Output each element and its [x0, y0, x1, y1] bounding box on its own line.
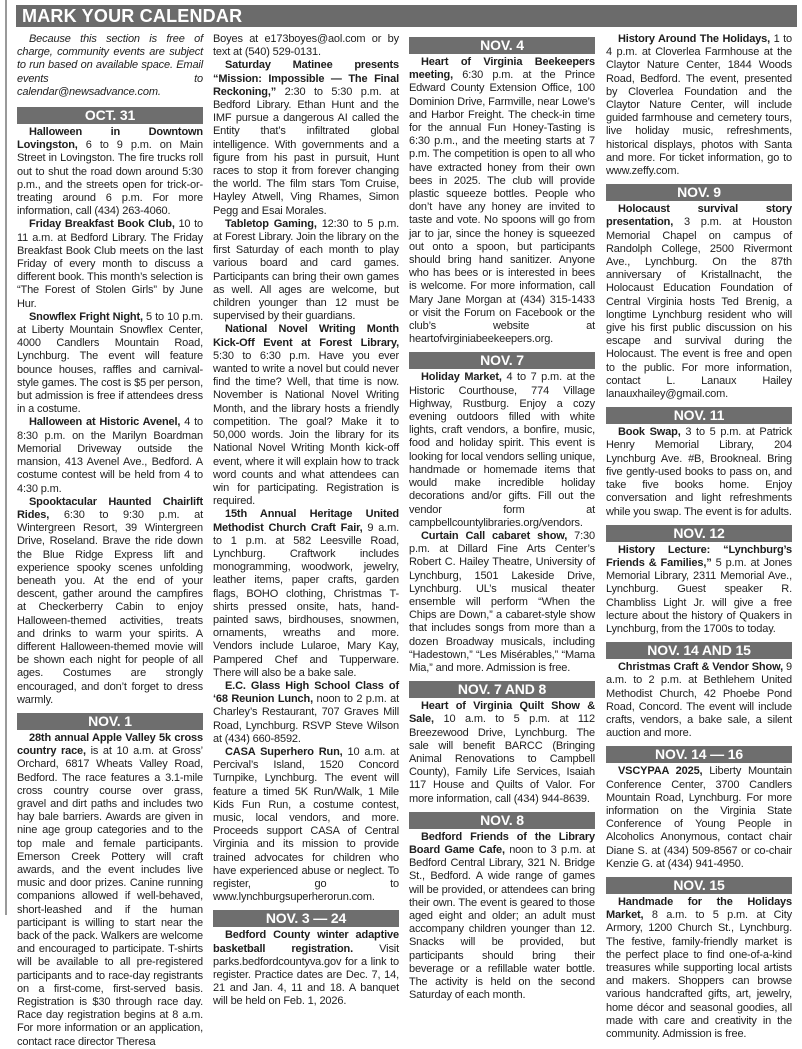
event-details: noon to 2 p.m. at Charley’s Restaurant, 707 Graves Mill Road, Lynchburg. RSVP Steve Wilson at (434) 660-8592.	[213, 693, 400, 745]
event-details: noon to 3 p.m. at Bedford Central Library, 321 N. Bridge St., Bedford. A wide range of games will be provided, or attendees can bring their own. The event is geared to those aged eight and older; an adult must accompany children younger than 12. Snacks will be provided, but participants should bring their beverage or a refillable water bottle. The activity is held on the second Saturday of each month.	[409, 843, 595, 1002]
event-listing	[606, 426, 792, 518]
event-details: 7:30 p.m. at Dillard Fine Arts Center’s Robert C. Hailey Theatre, University of Lynchburg, 1501 Lakeside Drive, Lynchburg. UL’s musical theater ensemble will perform “When the Chips are Down,” a cabaret-style show that includes songs from more than a dozen Broadway musicals, including “Hadestown,” “Les Misérables,” “Mama Mia,” and more. Admission is free.	[409, 529, 595, 674]
event-listing	[213, 680, 399, 746]
event-continuation	[213, 33, 399, 59]
left-column-rule	[5, 0, 7, 915]
event-title: Book Swap,	[618, 426, 681, 439]
date-header: NOV. 7	[409, 352, 595, 369]
event-details: 2:30 to 5:30 p.m. at Bedford Library. Ethan Hunt and the IMF pursue a dangerous AI called the Entity that’s infiltrated global intelligence. With governments and a figure from his past in pursuit, Hunt races to stop it from forever changing the world. The film stars Tom Cruise, Hayley Atwell, Ving Rhames, Simon Pegg and Esai Morales.	[213, 85, 399, 217]
event-title: Spooktacular Haunted Chairlift Rides,	[17, 495, 203, 521]
column-4	[606, 33, 792, 1041]
event-title: Holiday Market,	[421, 371, 502, 384]
date-header: NOV. 4	[409, 37, 595, 54]
date-header: NOV. 12	[606, 525, 792, 542]
event-listing	[213, 508, 399, 680]
event-listing	[213, 323, 399, 508]
event-title: Holocaust survival story presentation,	[606, 203, 792, 229]
event-listing	[606, 33, 792, 178]
event-details: 3 p.m. at Houston Memorial Chapel on campus of Randolph College, 2500 Rivermont Ave., Lynchburg. On the 87th anniversary of Kristallnacht, the Holocaust Education Foundation of Central Virginia hosts Ted Brenig, a longtime Lynchburg resident who will give his first public discussion on his escape and survival during the Holocaust. The event is free and open to the public. For more information, contact L. Lanaux Hailey lanauxhailey@gmail.com.	[606, 216, 792, 401]
date-header: NOV. 11	[606, 407, 792, 424]
date-header: NOV. 14 AND 15	[606, 642, 792, 659]
event-listing	[409, 700, 595, 806]
event-title: Bedford County winter adaptive basketball registration.	[213, 929, 399, 955]
event-details: 10 to 11 a.m. at Bedford Library. The Friday Breakfast Book Club meets on the last Friday of every month to discuss a different book. This month’s selection is “The Forest of Stolen Girls” by June Hur.	[17, 218, 203, 310]
event-title: Bedford Friends of the Library Board Game Cafe,	[409, 830, 595, 856]
event-listing	[409, 831, 595, 1003]
event-listing	[17, 732, 203, 1049]
masthead-title: MARK YOUR CALENDAR	[22, 6, 243, 26]
event-listing	[213, 59, 399, 217]
event-listing	[606, 661, 792, 740]
event-listing	[17, 126, 203, 218]
event-details: 5 to 10 p.m. at Liberty Mountain Snowflex Center, 4000 Candlers Mountain Road, Lynchburg. The event will feature bounce houses, raffles and carnival-style games. The cost is $5 per person, but admission is free if attendees dress in a costume.	[17, 310, 203, 416]
event-details: 6:30 to 9:30 p.m. at Wintergreen Resort, 39 Wintergreen Drive, Roseland. Brave the ride down the Blue Ridge Express lift and experience spooky scenes unfolding beneath you. At the end of your descent, gather around the campfires at Checkerberry Cabin to enjoy Halloween-themed activities, treats and drinks to warm your spirits. A different Halloween-themed movie will be shown each night for people of all ages. Costumes are strongly encouraged, and don’t forget to dress warmly.	[17, 508, 203, 706]
event-listing	[606, 203, 792, 401]
event-title: Friday Breakfast Book Club,	[29, 218, 175, 231]
event-details: 10 a.m. at Percival’s Island, 1520 Concord Turnpike, Lynchburg. The event will feature a timed 5K Run/Walk, 1 Mile Kids Fun Run, a costume contest, music, local vendors, and more. Proceeds support CASA of Central Virginia and its mission to provide trained advocates for children who have experienced abuse or neglect. To register, go to www.lynchburgsuperherorun.com.	[213, 745, 399, 904]
event-details: 1 to 4 p.m. at Cloverlea Farmhouse at the Claytor Nature Center, 1844 Woods Road, Bedford. The event, presented by Cloverlea Foundation and the Claytor Nature Center, will include guided farmhouse and cemetery tours, live holiday music, refreshments, historical displays, photos with Santa and more. For ticket information, go to www.zeffy.com.	[606, 33, 792, 178]
event-details: 12:30 to 5 p.m. at Forest Library. Join the library on the first Saturday of each month to play various board and card games. Participants can bring their own games as well. All ages are welcome, but children younger than 12 must be supervised by their guardians.	[213, 217, 399, 323]
event-title: Christmas Craft & Vendor Show,	[618, 661, 783, 674]
event-title: VSCYPAA 2025,	[618, 765, 703, 778]
event-details: 9 a.m. to 1 p.m. at 582 Leesville Road, Lynchburg. Craftwork includes monogramming, woodwork, jewelry, leather items, paper crafts, garden flags, BOHO clothing, Christmas T-shirts pressed onsite, hats, hand-painted saws, birdhouses, snowmen, ornaments, wreaths and more. Vendors include Lularoe, Mary Kay, Pampered Chef and Tupperware. There will also be a bake sale.	[213, 521, 399, 679]
event-title: Heart of Virginia Beekeepers meeting,	[409, 56, 595, 82]
event-title: Saturday Matinee presents “Mission: Impossible — The Final Reckoning,”	[213, 59, 399, 98]
date-header: NOV. 1	[17, 713, 203, 730]
date-header: OCT. 31	[17, 107, 203, 124]
event-title: Halloween at Historic Avenel,	[29, 416, 181, 429]
event-title: E.C. Glass High School Class of ‘68 Reunion Lunch,	[213, 679, 399, 706]
date-header: NOV. 3 — 24	[213, 910, 399, 927]
event-listing	[409, 530, 595, 675]
event-listing	[213, 746, 399, 904]
event-title: National Novel Writing Month Kick-Off Event at Forest Library,	[213, 323, 399, 349]
event-details: is at 10 a.m. at Gross’ Orchard, 6817 Wheats Valley Road, Bedford. The race features a 3.1-mile cross country course over grass, gravel and dirt paths and includes two hay bale barriers. Awards are given in nine age group categories and to the top male and female participants. Emerson Creek Pottery will craft awards, and the event includes live music and door prizes. Canine running companions allowed if well-behaved, short-leashed and if the human participant is willing to start near the back of the pack. Walkers are welcome and encouraged to participate. T-shirts will be available to all pre-registered participants and to race-day registrants on a first-come, first-served basis. Registration is $30 through race day. Race day registration begins at 8 a.m. For more information or an application, contact race director Theresa	[17, 745, 203, 1048]
event-details: 4 to 8:30 p.m. on the Marilyn Boardman Memorial Driveway outside the mansion, 413 Avenel Ave., Bedford. A costume contest will be held from 4 to 4:30 p.m.	[17, 416, 203, 495]
date-header: NOV. 7 AND 8	[409, 681, 595, 698]
event-listing	[17, 496, 203, 707]
event-listing	[213, 929, 399, 1008]
event-listing	[17, 416, 203, 495]
intro-note: Because this section is free of charge, community events are subject to run based on available space. Email events to calendar@newsadvance.com.	[17, 33, 203, 98]
event-title: Handmade for the Holidays Market,	[606, 895, 792, 922]
column-1	[17, 33, 203, 1049]
event-title: Heart of Virginia Quilt Show & Sale,	[409, 700, 595, 726]
date-header: NOV. 15	[606, 877, 792, 894]
event-details: 5:30 to 6:30 p.m. Have you ever wanted to write a novel but could never find the time? Well, that time is now. November is National Novel Writing Month, and the library hosts a friendly competition. The goal? Make it to 50,000 words. Join the library for its National Novel Writing Month kick-off event, where it will explain how to track word counts and what attendees can win for participating. Registration is required.	[213, 349, 399, 508]
event-listing	[17, 218, 203, 310]
date-header: NOV. 8	[409, 812, 595, 829]
date-header: NOV. 14 — 16	[606, 746, 792, 763]
event-title: 15th Annual Heritage United Methodist Church Craft Fair,	[213, 508, 399, 534]
date-header: NOV. 9	[606, 184, 792, 201]
event-details: Boyes at e173boyes@aol.com or by text at (540) 529-0131.	[213, 33, 399, 59]
event-title: Snowflex Fright Night,	[29, 310, 143, 323]
event-listing	[606, 544, 792, 636]
event-details: 10 a.m. to 5 p.m. at 112 Breezewood Drive, Lynchburg. The sale will benefit BARCC (Bringing Animal Renovations to Campbell County), Family Life Services, Isaiah 117 House and Quilts of Valor. For more information, call (434) 944-8639.	[409, 713, 595, 805]
event-details: 5 p.m. at Jones Memorial Library, 2311 Memorial Ave., Lynchburg. Guest speaker R. Chambliss Light Jr. will give a free lecture about the history of Quakers in Lynchburg, from the 1700s to today.	[606, 556, 792, 635]
event-listing	[213, 218, 399, 324]
event-details: Visit parks.bedfordcountyva.gov for a link to register. Practice dates are Dec. 7, 14, 21 and Jan. 4, 11 and 18. A banquet will be held on Feb. 1, 2026.	[213, 942, 399, 1008]
event-title: Halloween in Downtown Lovingston,	[17, 126, 203, 152]
event-details: Liberty Mountain Conference Center, 3700 Candlers Mountain Road, Lynchburg. For more information on the Virginia State Conference of Young People in Alcoholics Anonymous, contact chair Diane S. at (434) 509-8567 or co-chair Kenzie G. at (434) 941-4950.	[606, 765, 792, 870]
event-details: 6:30 p.m. at the Prince Edward County Extension Office, 100 Dominion Drive, Farmville, near Lowe’s and Harbor Freight. The check-in time for the annual Fun Honey-Tasting is 6:30 p.m., and the meeting starts at 7 p.m. The competition is open to all who have extracted honey from their own bees in 2025. The club will provide plastic squeeze bottles. People who don’t have any honey are invited to taste and vote. No spoons will go from jar to jar, since the honey is squeezed out onto a spoon, but participants should bring hand sanitizer. Anyone who has bees or is interested in bees is welcome. For more information, call Mary Jane Morgan at (434) 315-1433 or visit the Forum on Facebook or the club’s website at heartofvirginiabeekeepers.org.	[409, 69, 595, 346]
event-listing	[606, 896, 792, 1041]
event-title: 28th annual Apple Valley 5k cross country race,	[17, 731, 203, 758]
event-details: 4 to 7 p.m. at the Historic Courthouse, 774 Village Highway, Rustburg. Enjoy a cozy evening outdoors filled with white lights, craft vendors, a bonfire, music, food and holiday spirit. This event is looking for local vendors selling unique, handmade or homemade items that would make incredible holiday decorations and/or gifts. Fill out the vendor form at campbellcountylibraries.org/vendors.	[409, 371, 595, 529]
event-details: 9 a.m. to 2 p.m. at Bethlehem United Methodist Church, 42 Phoebe Pond Road, Concord. The event will include crafts, vendors, a bake sale, a silent auction and more.	[606, 661, 793, 740]
section-masthead	[16, 5, 797, 27]
event-details: 6 to 9 p.m. on Main Street in Lovingston. The fire trucks roll out to shut the road down around 5:30 p.m., and the streets open for trick-or-treating around 6 p.m. For more information, call (434) 263-4060.	[17, 139, 203, 218]
event-listing	[409, 371, 595, 529]
event-listing	[17, 311, 203, 417]
column-3	[409, 33, 595, 1002]
event-title: History Around The Holidays,	[618, 33, 771, 45]
event-details: 3 to 5 p.m. at Patrick Henry Memorial Library, 204 Lynchburg Ave. #B, Brookneal. Bring five gently-used books to pass on, and take five books home. Enjoy conversation and light refreshments while you swap. The event is for adults.	[606, 426, 792, 518]
event-listing	[606, 765, 792, 871]
event-listing	[409, 56, 595, 346]
event-details: 8 a.m. to 5 p.m. at City Armory, 1200 Church St., Lynchburg. The festive, family-friendly market is the perfect place to find one-of-a-kind treasures while supporting local artists and makers. Shoppers can browse various handcrafted gifts, art, jewelry, home décor and seasonal goodies, all made with care and creativity in the community. Admission is free.	[606, 909, 792, 1040]
event-title: Curtain Call cabaret show,	[421, 529, 568, 542]
column-2	[213, 33, 399, 1009]
event-title: CASA Superhero Run,	[225, 745, 343, 758]
event-title: History Lecture: “Lynchburg’s Friends & Families,”	[606, 543, 792, 569]
event-title: Tabletop Gaming,	[225, 217, 317, 230]
